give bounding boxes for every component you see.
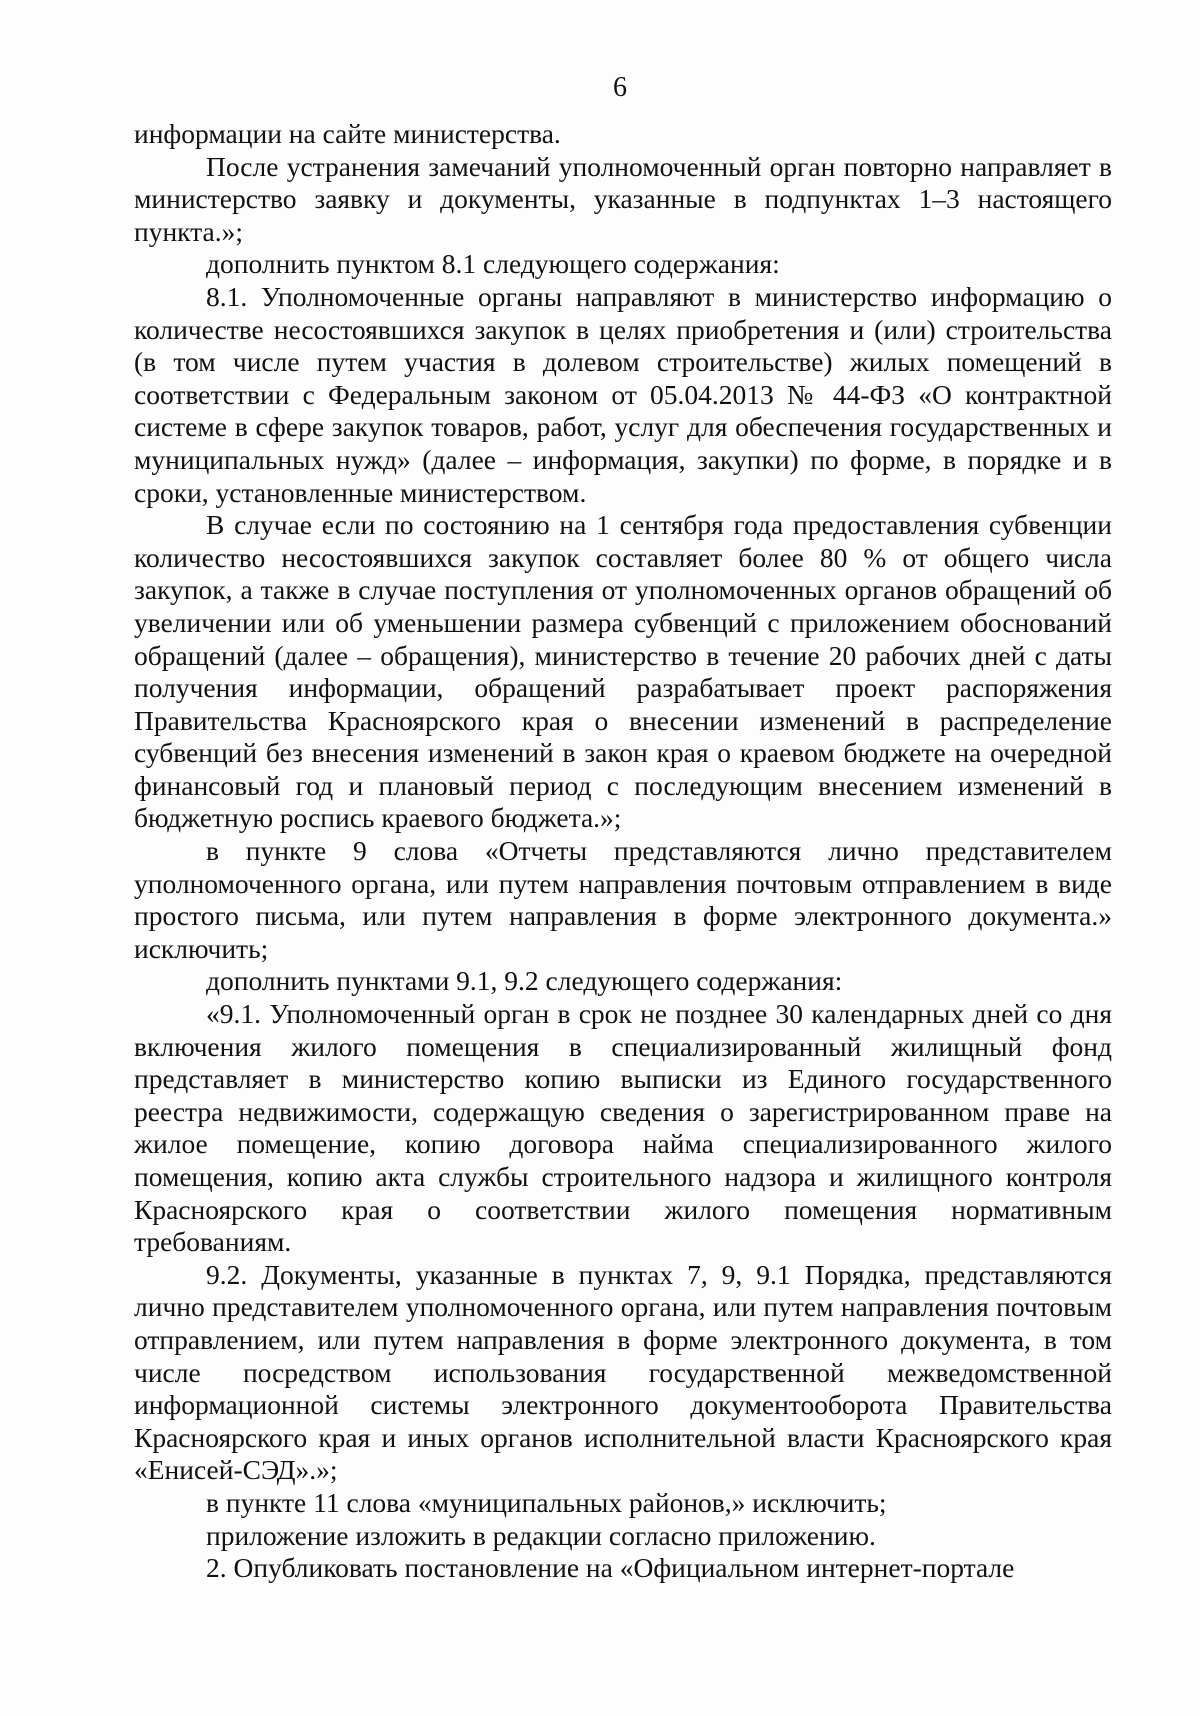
paragraph: 2. Опубликовать постановление на «Официальном интернет-портале — [206, 1552, 1015, 1584]
paragraph: «9.1. Уполномоченный орган в срок не позднее 30 календарных дней со дня включения жилого помещения в специализированный жилищный фонд представляет в министерство копию выписки из Единого государственного реестра недвижимости, содержащую сведения о зарегистрированном праве на жилое помещение, копию договора найма специализированного жилого помещения, копию акта службы строительного надзора и жилищного контроля Красноярского края о соответствии жилого помещения нормативным требованиям. — [134, 998, 1112, 1258]
paragraph: в пункте 11 слова «муниципальных районов,» исключить; — [206, 1486, 887, 1518]
paragraph: дополнить пунктами 9.1, 9.2 следующего содержания: — [206, 965, 843, 997]
document-body — [134, 118, 1112, 1585]
paragraph: 9.2. Документы, указанные в пунктах 7, 9, 9.1 Порядка, представляются лично представителем уполномоченного органа, или путем направления почтовым отправлением, или путем направления в форме электронного документа, в том числе посредством использования государственной межведомственной информационной системы электронного документооборота Правительства Красноярского края и иных органов исполнительной власти Красноярского края «Енисей-СЭД».»; — [134, 1258, 1112, 1486]
paragraph: приложение изложить в редакции согласно приложению. — [206, 1519, 876, 1551]
page-number: 6 — [613, 72, 627, 103]
paragraph: дополнить пунктом 8.1 следующего содержания: — [206, 248, 780, 280]
paragraph: После устранения замечаний уполномоченный орган повторно направляет в министерство заявку и документы, указанные в подпунктах 1–3 настоящего пункта.»; — [134, 150, 1112, 247]
paragraph: В случае если по состоянию на 1 сентября года предоставления субвенции количество несостоявшихся закупок составляет более 80 % от общего числа закупок, а также в случае поступления от уполномоченных органов обращений об увеличении или об уменьшении размера субвенций с приложением обоснований обращений (далее – обращения), министерство в течение 20 рабочих дней с даты получения информации, обращений разрабатывает проект распоряжения Правительства Красноярского края о внесении изменений в распределение субвенций без внесения изменений в закон края о краевом бюджете на очередной финансовый год и плановый период с последующим внесением изменений в бюджетную роспись краевого бюджета.»; — [134, 509, 1112, 834]
paragraph: информации на сайте министерства. — [134, 118, 561, 149]
paragraph: в пункте 9 слова «Отчеты представляются лично представителем уполномоченного органа, или путем направления почтовым отправлением в виде простого письма, или путем направления в форме электронного документа.» исключить; — [134, 835, 1112, 964]
paragraph: 8.1. Уполномоченные органы направляют в министерство информацию о количестве несостоявшихся закупок в целях приобретения и (или) строительства (в том числе путем участия в долевом строительстве) жилых помещений в соответствии с Федеральным законом от 05.04.2013 № 44-ФЗ «О контрактной системе в сфере закупок товаров, работ, услуг для обеспечения государственных и муниципальных нужд» (далее – информация, закупки) по форме, в порядке и в сроки, установленные министерством. — [134, 280, 1112, 508]
